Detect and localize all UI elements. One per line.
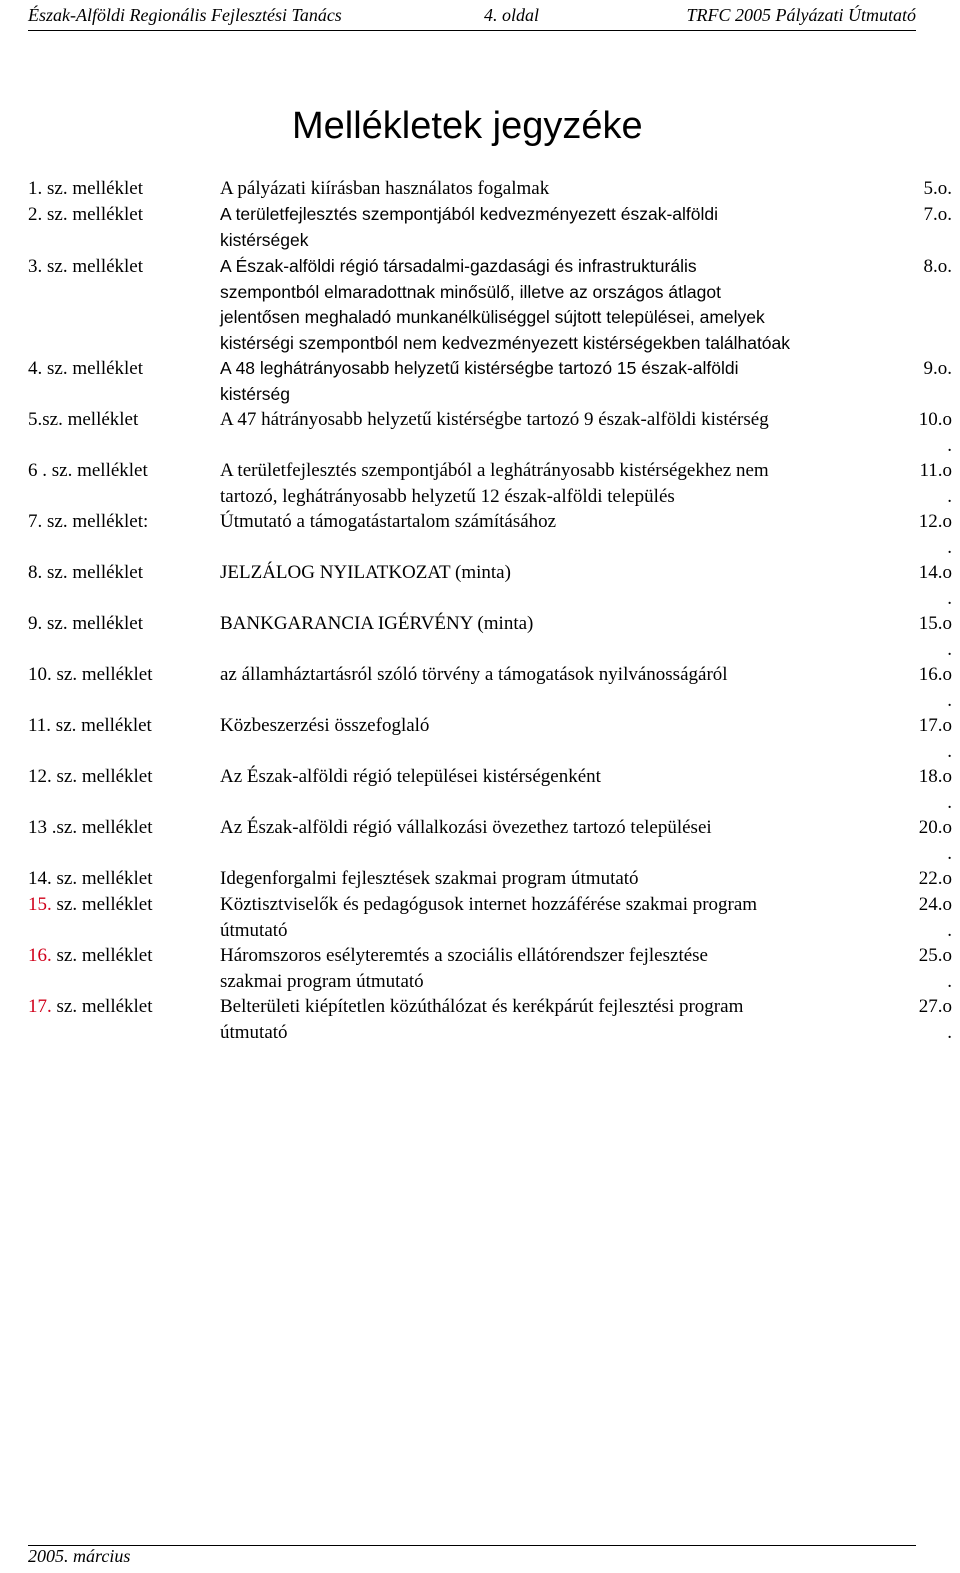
annex-page-line: . bbox=[947, 638, 952, 660]
annex-number-label: 9. sz. melléklet bbox=[28, 613, 144, 634]
annex-description bbox=[220, 458, 890, 509]
annex-description-line: Háromszoros esélyteremtés a szociális ellátórendszer fejlesztése bbox=[220, 945, 708, 966]
annex-description bbox=[220, 611, 890, 637]
annex-page-reference bbox=[902, 509, 952, 560]
annex-description-line: kistérségek bbox=[220, 229, 309, 250]
annex-page-line: 8.o. bbox=[923, 256, 952, 277]
annex-page-line: 16.o bbox=[918, 664, 952, 685]
annex-description-line: A területfejlesztés szempontjából kedvezményezett észak-alföldi bbox=[220, 204, 719, 224]
annex-description-line: Belterületi kiépítetlen közúthálózat és kerékpárút fejlesztési program bbox=[220, 996, 744, 1017]
annex-page-line: . bbox=[947, 842, 952, 864]
annex-description bbox=[220, 815, 890, 841]
annex-number-label: 1. sz. melléklet bbox=[28, 178, 144, 199]
annex-description-line: A Észak-alföldi régió társadalmi-gazdasági és infrastrukturális bbox=[220, 256, 697, 276]
annex-number-label: 8. sz. melléklet bbox=[28, 562, 144, 583]
annex-page-reference bbox=[902, 254, 952, 280]
annex-description-line: Az Észak-alföldi régió települései kistérségenként bbox=[220, 766, 601, 787]
annex-description bbox=[220, 713, 890, 739]
annex-number-label: 4. sz. melléklet bbox=[28, 358, 144, 379]
annex-page-reference bbox=[902, 458, 952, 509]
annex-page-line: 11.o bbox=[919, 460, 952, 481]
annex-number-label: sz. melléklet bbox=[51, 945, 153, 966]
annex-description-line: jelentősen meghaladó munkanélküliséggel sújtott települései, amelyek bbox=[220, 307, 765, 327]
annex-number-label: 6 . sz. melléklet bbox=[28, 460, 148, 481]
annex-description bbox=[220, 943, 890, 994]
annex-description-line: az államháztartásról szóló törvény a támogatások nyilvánosságáról bbox=[220, 664, 728, 685]
annex-number-label: 12. sz. melléklet bbox=[28, 766, 153, 787]
annex-description bbox=[220, 202, 890, 253]
annex-page-reference bbox=[902, 662, 952, 713]
annex-number-label: 3. sz. melléklet bbox=[28, 256, 144, 277]
annex-description-line: kistérségi szempontból nem kedvezményezett kistérségekben találhatóak bbox=[220, 332, 791, 353]
header-organization: Észak-Alföldi Regionális Fejlesztési Tanács bbox=[28, 5, 342, 25]
annex-description-line: Köztisztviselők és pedagógusok internet hozzáférése szakmai program bbox=[220, 894, 758, 915]
annex-description-line: Közbeszerzési összefoglaló bbox=[220, 715, 430, 736]
annex-description-line: útmutató bbox=[220, 1021, 288, 1043]
annex-description-line: BANKGARANCIA IGÉRVÉNY (minta) bbox=[220, 613, 534, 634]
annex-page-line: 27.o bbox=[918, 996, 952, 1017]
annex-page-reference bbox=[902, 994, 952, 1045]
annex-page-reference bbox=[902, 560, 952, 611]
header-document-title: TRFC 2005 Pályázati Útmutató bbox=[686, 5, 916, 25]
annex-number-highlight: 15. bbox=[28, 894, 52, 915]
annex-number bbox=[28, 764, 153, 790]
annex-page-line: 12.o bbox=[918, 511, 952, 532]
annex-number bbox=[28, 254, 143, 280]
annex-page-line: . bbox=[947, 970, 952, 992]
annex-number-label: sz. melléklet bbox=[51, 996, 153, 1017]
annex-description bbox=[220, 866, 890, 892]
annex-number bbox=[28, 356, 143, 382]
annex-number bbox=[28, 892, 153, 918]
annex-page-reference bbox=[902, 815, 952, 866]
annex-page-line: 20.o bbox=[918, 817, 952, 838]
annex-number bbox=[28, 202, 143, 228]
annex-description bbox=[220, 662, 890, 688]
annex-description bbox=[220, 176, 890, 202]
annex-page-line: 18.o bbox=[918, 766, 952, 787]
annex-page-line: 15.o bbox=[918, 613, 952, 634]
annex-description-line: JELZÁLOG NYILATKOZAT (minta) bbox=[220, 562, 511, 583]
annex-page-reference bbox=[902, 892, 952, 943]
annex-description bbox=[220, 509, 890, 535]
annex-description bbox=[220, 407, 890, 433]
annex-page-line: . bbox=[947, 485, 952, 507]
annex-number bbox=[28, 713, 152, 739]
annex-page-line: . bbox=[947, 740, 952, 762]
annex-number-label: 2. sz. melléklet bbox=[28, 204, 144, 225]
annex-number-label: sz. melléklet bbox=[51, 894, 153, 915]
annex-description-line: A 47 hátrányosabb helyzetű kistérségbe tartozó 9 észak-alföldi kistérség bbox=[220, 409, 769, 430]
annex-number-label: 10. sz. melléklet bbox=[28, 664, 153, 685]
annex-number bbox=[28, 866, 153, 892]
annex-description-line: szempontból elmaradottnak minősülő, illetve az országos átlagot bbox=[220, 281, 721, 302]
annex-page-reference bbox=[902, 713, 952, 764]
annex-description bbox=[220, 764, 890, 790]
annex-number-label: 11. sz. melléklet bbox=[28, 715, 152, 736]
annex-description-line: Idegenforgalmi fejlesztések szakmai program útmutató bbox=[220, 868, 639, 889]
annex-page-line: 17.o bbox=[918, 715, 952, 736]
annex-number-highlight: 16. bbox=[28, 945, 52, 966]
annex-description-line: szakmai program útmutató bbox=[220, 970, 424, 992]
annex-number-label: 5.sz. melléklet bbox=[28, 409, 139, 430]
annex-description-line: A 48 leghátrányosabb helyzetű kistérségbe tartozó 15 észak-alföldi bbox=[220, 358, 739, 378]
annex-number-label: 14. sz. melléklet bbox=[28, 868, 153, 889]
annex-description-line: Útmutató a támogatástartalom számításához bbox=[220, 511, 557, 532]
annex-page-line: . bbox=[947, 1021, 952, 1043]
annex-page-reference bbox=[902, 356, 952, 382]
annex-page-line: . bbox=[947, 689, 952, 711]
annex-description-line: kistérség bbox=[220, 383, 291, 404]
annex-page-line: 7.o. bbox=[923, 204, 952, 225]
annex-number bbox=[28, 611, 143, 637]
annex-page-line: 14.o bbox=[918, 562, 952, 583]
annex-number bbox=[28, 994, 153, 1020]
annex-number bbox=[28, 815, 153, 841]
annex-page-reference bbox=[902, 866, 952, 892]
annex-page-line: 10.o bbox=[918, 409, 952, 430]
annex-description-line: tartozó, leghátrányosabb helyzetű 12 észak-alföldi település bbox=[220, 485, 675, 507]
annex-page-line: . bbox=[947, 434, 952, 456]
annex-page-reference bbox=[902, 202, 952, 228]
annex-number bbox=[28, 407, 138, 433]
annex-description bbox=[220, 356, 890, 407]
annex-page-line: . bbox=[947, 536, 952, 558]
footer-rule bbox=[28, 1545, 916, 1546]
annex-description-line: útmutató bbox=[220, 919, 288, 941]
annex-description bbox=[220, 560, 890, 586]
page-title: Mellékletek jegyzéke bbox=[292, 105, 643, 147]
annex-page-line: . bbox=[947, 791, 952, 813]
annex-page-reference bbox=[902, 943, 952, 994]
annex-description bbox=[220, 254, 890, 356]
annex-page-reference bbox=[902, 407, 952, 458]
annex-page-reference bbox=[902, 176, 952, 202]
annex-description-line: A területfejlesztés szempontjából a leghátrányosabb kistérségekhez nem bbox=[220, 460, 769, 481]
annex-page-line: 25.o bbox=[918, 945, 952, 966]
annex-number-label: 7. sz. melléklet: bbox=[28, 511, 149, 532]
annex-description bbox=[220, 892, 890, 943]
annex-page-line: 22.o bbox=[918, 868, 952, 889]
annex-page-line: . bbox=[947, 587, 952, 609]
annex-page-line: 5.o. bbox=[923, 178, 952, 199]
annex-number bbox=[28, 458, 148, 484]
annex-description-line: A pályázati kiírásban használatos fogalmak bbox=[220, 178, 550, 199]
annex-number bbox=[28, 560, 143, 586]
annex-description bbox=[220, 994, 890, 1045]
annex-number-label: 13 .sz. melléklet bbox=[28, 817, 153, 838]
annex-description-line: Az Észak-alföldi régió vállalkozási övezethez tartozó települései bbox=[220, 817, 712, 838]
annex-number bbox=[28, 176, 143, 202]
footer-date: 2005. március bbox=[28, 1546, 131, 1566]
annex-page-reference bbox=[902, 611, 952, 662]
annex-number bbox=[28, 943, 153, 969]
annex-page-line: . bbox=[947, 919, 952, 941]
annex-page-line: 24.o bbox=[918, 894, 952, 915]
annex-number-highlight: 17. bbox=[28, 996, 52, 1017]
annex-page-line: 9.o. bbox=[923, 358, 952, 379]
annex-number bbox=[28, 509, 148, 535]
annex-number bbox=[28, 662, 153, 688]
annex-page-reference bbox=[902, 764, 952, 815]
header-page-number: 4. oldal bbox=[484, 5, 540, 25]
